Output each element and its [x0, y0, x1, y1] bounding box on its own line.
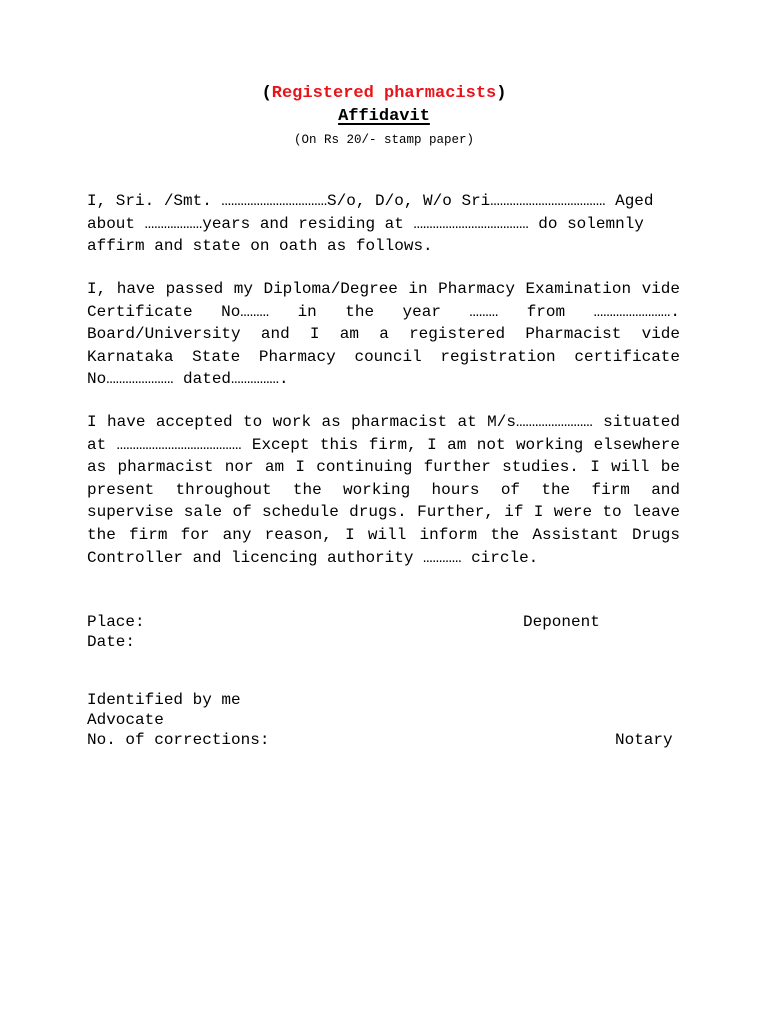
advocate-label: Advocate — [87, 711, 164, 729]
stamp-paper-note: (On Rs 20/- stamp paper) — [293, 133, 475, 147]
place-label: Place: — [87, 613, 145, 631]
affidavit-heading-text: Affidavit — [338, 107, 430, 126]
employment-paragraph: I have accepted to work as pharmacist at M/s…………………… situated at ………………………………… Except this firm, I am not working elsewhere as pharmacist nor am I continuing further studies. I will be present throughout the working hours of the firm and supervise sale of schedule drugs. Further, if I were to leave the firm for any reason, I will inform the Assistant Drugs Controller and licencing authority ………… circle. — [87, 413, 680, 567]
title-open-paren: ( — [261, 84, 272, 103]
deponent-label: Deponent — [523, 613, 600, 631]
corrections-label: No. of corrections: — [87, 731, 270, 749]
qualification-paragraph: I, have passed my Diploma/Degree in Pharmacy Examination vide Certificate No……… in the year ……… from ……………………. Board/University and I am a registered Pharmacist vide Karnataka State Pharmacy council registration certificate No………………… dated……………. — [87, 280, 680, 389]
identified-by-label: Identified by me — [87, 691, 241, 709]
document-title — [0, 83, 768, 105]
title-text: Registered pharmacists — [271, 84, 497, 103]
declarant-paragraph: I, Sri. /Smt. ……………………………S/o, D/o, W/o Sri……………………………… Aged about ………………years and residing at ……………………………… do solemnly affirm and state on oath as follows. — [87, 192, 654, 256]
notary-label: Notary — [615, 731, 673, 749]
title-close-paren: ) — [496, 84, 507, 103]
affidavit-heading — [0, 106, 768, 128]
date-label: Date: — [87, 633, 136, 651]
